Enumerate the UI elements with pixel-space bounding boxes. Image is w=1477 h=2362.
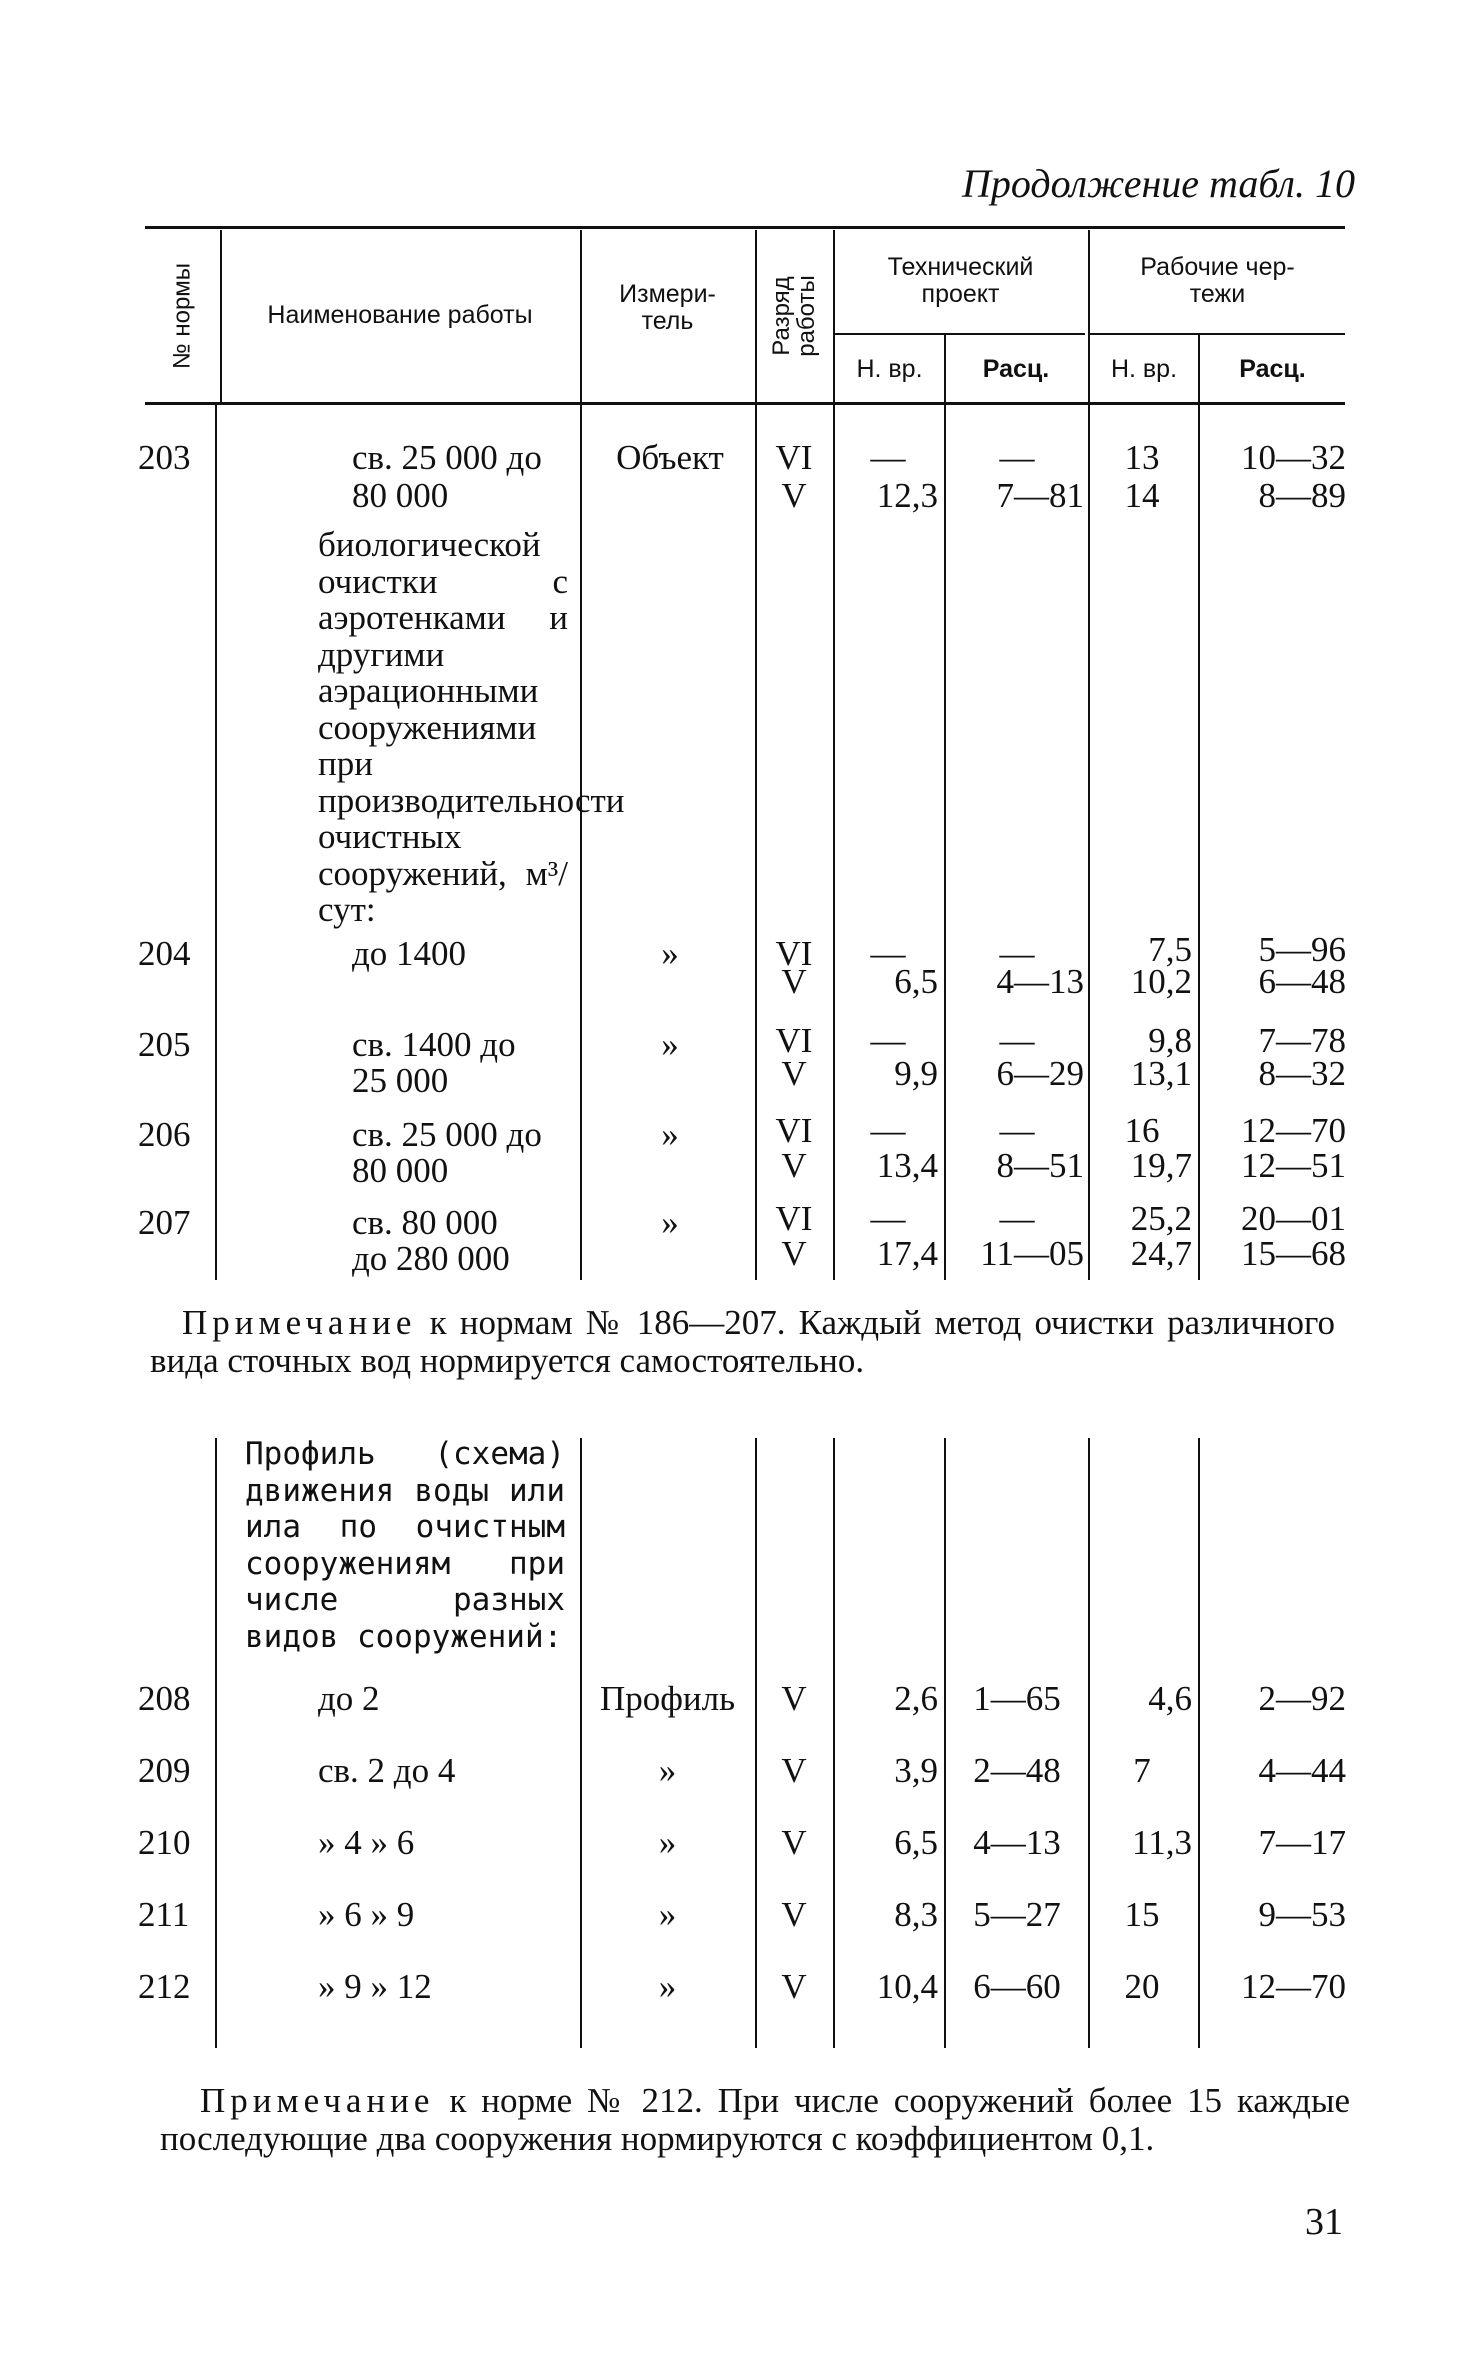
- header-tech-line: проект: [921, 280, 1000, 308]
- header-work-rate: Расц.: [1239, 355, 1306, 383]
- grade: V: [781, 476, 807, 515]
- work-name: св. 25 000 до: [352, 438, 542, 477]
- work-name: 80 000: [352, 1151, 449, 1190]
- tech-norm-time: —: [870, 934, 906, 973]
- work-rate: 20—01: [1241, 1199, 1346, 1238]
- header-divider: [220, 230, 222, 402]
- norm-number: 203: [138, 438, 191, 477]
- tech-rate: —: [999, 1111, 1035, 1150]
- work-name: » 9 » 12: [318, 1967, 432, 2006]
- grade: V: [781, 1054, 807, 1093]
- work-name: св. 1400 до: [352, 1025, 516, 1064]
- grade: VI: [775, 934, 813, 973]
- grade: VI: [775, 1021, 813, 1060]
- tech-norm-time: 6,5: [894, 1823, 938, 1862]
- body-divider: [944, 1438, 946, 2048]
- unit: »: [658, 1823, 677, 1862]
- body-divider: [833, 1438, 835, 2048]
- norm-number: 212: [138, 1967, 191, 2006]
- header-grade-line: работы: [793, 275, 820, 357]
- tech-norm-time: 10,4: [876, 1967, 938, 2006]
- work-rate: 15—68: [1241, 1234, 1346, 1273]
- header-tech-project: [835, 254, 1086, 308]
- norm-number: 211: [138, 1895, 190, 1934]
- body-divider: [755, 405, 757, 1280]
- work-norm-time: 20: [1124, 1967, 1160, 2006]
- unit: »: [661, 934, 679, 973]
- body-divider: [833, 405, 835, 1280]
- tech-rate: —: [999, 1199, 1035, 1238]
- tech-rate: 4—13: [973, 1823, 1061, 1862]
- header-grade-line: Разряд: [768, 276, 795, 356]
- body-divider: [215, 405, 217, 1280]
- tech-rate: 4—13: [996, 962, 1084, 1001]
- grade: VI: [775, 438, 813, 477]
- header-separator-rule: [145, 402, 1345, 405]
- work-rate: 10—32: [1241, 438, 1346, 477]
- work-rate: 8—32: [1258, 1054, 1346, 1093]
- body-divider: [215, 1438, 217, 2048]
- grade: V: [781, 1967, 807, 2006]
- header-tech-line: Технический: [887, 253, 1034, 281]
- work-norm-time: 13,1: [1130, 1054, 1192, 1093]
- tech-rate: —: [999, 934, 1035, 973]
- work-name: » 4 » 6: [318, 1823, 415, 1862]
- work-norm-time: 16: [1124, 1111, 1160, 1150]
- tech-rate: —: [999, 1021, 1035, 1060]
- work-norm-time: 4,6: [1148, 1679, 1192, 1718]
- header-work-name: Наименование работы: [267, 301, 533, 329]
- work-rate: 8—89: [1258, 476, 1346, 515]
- work-rate: 2—92: [1258, 1679, 1346, 1718]
- grade: V: [781, 1234, 807, 1273]
- work-norm-time: 14: [1124, 476, 1160, 515]
- tech-norm-time: —: [870, 1021, 906, 1060]
- header-divider: [755, 230, 757, 402]
- unit: »: [661, 1115, 679, 1154]
- body-divider: [1088, 405, 1090, 1280]
- body-divider: [1198, 1438, 1200, 2048]
- grade: V: [781, 1751, 807, 1790]
- work-name: св. 80 000: [352, 1203, 498, 1242]
- work-norm-time: 11,3: [1132, 1823, 1192, 1862]
- norm-number: 206: [138, 1115, 191, 1154]
- grade: V: [781, 1895, 807, 1934]
- tech-rate: 1—65: [973, 1679, 1061, 1718]
- header-divider: [580, 230, 582, 402]
- body-divider: [580, 1438, 582, 2048]
- tech-norm-time: 2,6: [894, 1679, 938, 1718]
- work-rate: 12—70: [1241, 1967, 1346, 2006]
- work-rate: 12—70: [1241, 1111, 1346, 1150]
- header-norm-number: № нормы: [168, 262, 196, 370]
- tech-norm-time: 17,4: [876, 1234, 938, 1273]
- header-subrule: [835, 333, 1085, 335]
- norm-number: 205: [138, 1025, 191, 1064]
- table-top-rule: [145, 226, 1345, 229]
- tech-norm-time: —: [870, 438, 906, 477]
- work-rate: 12—51: [1241, 1146, 1346, 1185]
- header-tech-rate: Расц.: [982, 355, 1050, 383]
- tech-norm-time: 12,3: [876, 476, 938, 515]
- tech-rate: 6—29: [996, 1054, 1084, 1093]
- work-norm-time: 15: [1124, 1895, 1160, 1934]
- tech-norm-time: 13,4: [876, 1146, 938, 1185]
- note-lead: Примечание: [182, 1303, 417, 1342]
- work-name: до 280 000: [352, 1239, 510, 1278]
- header-work-norm-time: Н. вр.: [1110, 355, 1178, 383]
- header-unit-line: Измери-: [619, 280, 716, 308]
- work-norm-time: 10,2: [1130, 962, 1192, 1001]
- norm-number: 207: [138, 1203, 191, 1242]
- tech-norm-time: 6,5: [894, 962, 938, 1001]
- unit: »: [658, 1967, 677, 2006]
- work-name: св. 2 до 4: [318, 1751, 456, 1790]
- section-subheading: биологической очистки с аэротенками и другими аэрационными сооружениями при производительности очистных сооружений, м³/сут:: [318, 525, 625, 929]
- work-name: до 1400: [352, 934, 467, 973]
- work-norm-time: 24,7: [1130, 1234, 1192, 1273]
- note-norm-212: [160, 2082, 1350, 2158]
- header-grade: [769, 275, 819, 357]
- grade: V: [781, 1823, 807, 1862]
- work-name: св. 25 000 до: [352, 1115, 542, 1154]
- work-rate: 7—78: [1258, 1021, 1346, 1060]
- norm-number: 209: [138, 1751, 191, 1790]
- note-text: к нормам № 186—207. Каждый метод очистки различного вида сточных вод нормируется самостоятельно.: [150, 1303, 1335, 1380]
- unit: Профиль: [599, 1679, 736, 1718]
- work-rate: 9—53: [1258, 1895, 1346, 1934]
- tech-rate: 7—81: [996, 476, 1084, 515]
- section-subheading: Профиль (схема) движения воды или ила по очистным сооружениям при числе разных видов сооружений:: [245, 1436, 565, 1655]
- header-working-drawings: [1090, 254, 1345, 308]
- work-name: 25 000: [352, 1061, 449, 1100]
- body-divider: [944, 405, 946, 1280]
- table-caption: Продолжение табл. 10: [961, 161, 1355, 206]
- tech-rate: 8—51: [996, 1146, 1084, 1185]
- work-norm-time: 9,8: [1148, 1021, 1192, 1060]
- tech-norm-time: 9,9: [894, 1054, 938, 1093]
- work-rate: 5—96: [1258, 930, 1346, 969]
- grade: V: [781, 1146, 807, 1185]
- body-divider: [1198, 405, 1200, 1280]
- work-norm-time: 13: [1124, 438, 1160, 477]
- note-lead: Примечание: [200, 2081, 435, 2120]
- tech-rate: —: [999, 438, 1035, 477]
- unit: »: [661, 1025, 679, 1064]
- norm-number: 208: [138, 1679, 191, 1718]
- work-name: 80 000: [352, 476, 449, 515]
- work-rate: 6—48: [1258, 962, 1346, 1001]
- norm-number: 210: [138, 1823, 191, 1862]
- unit: Объект: [616, 438, 724, 477]
- note-norms-186-207: [150, 1304, 1335, 1380]
- body-divider: [755, 1438, 757, 2048]
- work-norm-time: 7: [1133, 1751, 1151, 1790]
- tech-norm-time: 8,3: [894, 1895, 938, 1934]
- tech-norm-time: —: [870, 1111, 906, 1150]
- body-divider: [580, 405, 582, 1280]
- tech-rate: 2—48: [973, 1751, 1061, 1790]
- tech-norm-time: —: [870, 1199, 906, 1238]
- work-norm-time: 25,2: [1130, 1199, 1192, 1238]
- body-divider: [1088, 1438, 1090, 2048]
- work-name: до 2: [318, 1679, 380, 1718]
- work-rate: 7—17: [1258, 1823, 1346, 1862]
- unit: »: [658, 1895, 677, 1934]
- tech-rate: 5—27: [973, 1895, 1061, 1934]
- work-name: » 6 » 9: [318, 1895, 415, 1934]
- header-work-line: тежи: [1189, 280, 1246, 308]
- header-work-line: Рабочие чер-: [1140, 253, 1295, 281]
- grade: VI: [775, 1111, 813, 1150]
- tech-rate: 11—05: [980, 1234, 1084, 1273]
- note-text: к норме № 212. При числе сооружений более 15 каждые последующие два сооружения нормируются с коэффициентом 0,1.: [160, 2081, 1350, 2158]
- header-unit: [585, 281, 750, 335]
- tech-norm-time: 3,9: [894, 1751, 938, 1790]
- page-number: 31: [1305, 2201, 1343, 2243]
- header-subrule: [1090, 333, 1345, 335]
- header-unit-line: тель: [641, 307, 694, 335]
- work-norm-time: 7,5: [1148, 930, 1192, 969]
- unit: »: [658, 1751, 677, 1790]
- norm-number: 204: [138, 934, 191, 973]
- grade: VI: [775, 1199, 813, 1238]
- work-norm-time: 19,7: [1130, 1146, 1192, 1185]
- grade: V: [781, 1679, 807, 1718]
- work-rate: 4—44: [1258, 1751, 1346, 1790]
- unit: »: [661, 1203, 679, 1242]
- grade: V: [781, 962, 807, 1001]
- tech-rate: 6—60: [973, 1967, 1061, 2006]
- header-tech-norm-time: Н. вр.: [856, 355, 923, 383]
